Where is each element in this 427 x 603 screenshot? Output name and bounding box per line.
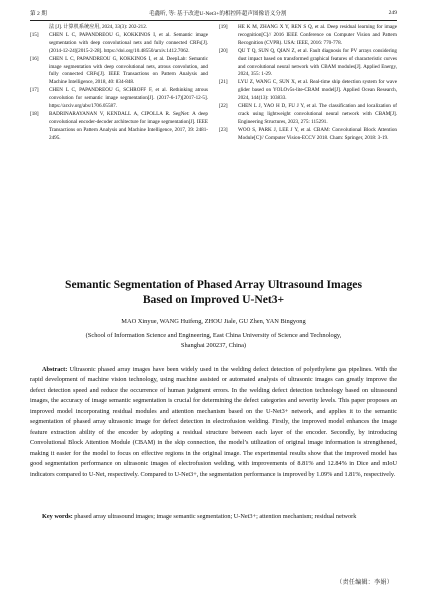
reference-number: [23] bbox=[219, 126, 228, 133]
editor-note: （责任编辑：李娟） bbox=[336, 580, 393, 586]
references-right-column bbox=[219, 24, 397, 143]
reference-item bbox=[30, 56, 208, 88]
abstract bbox=[30, 365, 397, 480]
references-section bbox=[30, 24, 397, 143]
reference-number: [21] bbox=[219, 79, 228, 86]
author-list: MAO Xinyue, WANG Huifeng, ZHOU Jiale, GU Zhen, YAN Bingyong bbox=[121, 318, 306, 325]
reference-item bbox=[219, 79, 397, 103]
reference-text: CHEN L J, YAO H D, FU J Y, et al. The classification and localization of crack using lightweight convolutional neural network with CBAM[J]. Engineering Structures, 2023, 275: 115291. bbox=[238, 103, 397, 125]
reference-number: [18] bbox=[30, 110, 39, 117]
reference-text: CHEN L C, PAPANDREOU G, KOKKINOS I, et al. Semantic image segmentation with deep convolutional nets and fully connected CRFs[J]. (2014-12-24)[2015-2-28]. https://doi.org/10.48550/arxiv.1412.7062. bbox=[49, 31, 208, 54]
reference-text: 法 [J]. 计算机系统应用, 2024, 33(3): 202-212. bbox=[49, 24, 148, 30]
reference-text: WOO S, PARK J, LEE J Y, et al. CBAM: Convolutional Block Attention Module[C]// Computer Vision-ECCV 2018. Cham: Springer, 2018: 3-19. bbox=[238, 126, 397, 141]
reference-item bbox=[219, 48, 397, 80]
reference-item bbox=[219, 127, 397, 143]
running-head bbox=[30, 8, 397, 18]
running-title: 毛鑫昕, 等: 基于改进U-Net3+的相控阵超声图像语义分割 bbox=[148, 11, 287, 17]
reference-number: [17] bbox=[30, 87, 39, 94]
affiliation-line: (School of Information Science and Engineering, East China University of Science and Technology, bbox=[85, 332, 342, 339]
keywords bbox=[30, 512, 397, 522]
affiliation-line: Shanghai 200237, China) bbox=[180, 342, 247, 350]
reference-text: LYU Z, WANG C, SUN X, et al. Real-time ship detection system for wave glider based on YOLOv5s-lite-CBAM model[J]. Applied Ocean Research, 2024, 144(13): 103833. bbox=[238, 79, 397, 102]
issue-label: 第 2 期 bbox=[30, 11, 47, 17]
affiliation bbox=[40, 331, 387, 352]
abstract-text: Ultrasonic phased array images have been widely used in the welding defect detection of polyethylene gas pipelines. With the rapid development of machine vision technology, using machine assisted or automated analysis of ultrasonic images can greatly improve the defect detection speed and reduce the occurrence of human judgment errors. In the welding defect detection technology based on ultrasound images, the accuracy of image semantic segmentation is crucial for determining the defect categories and severity levels. This paper proposes an improved model incorporating residual modules and attention mechanism based on the U-Net3+ network, and applies it to the semantic segmentation of phased array ultrasonic image for defect detection in electrofusion welding. Firstly, the improved model enhances the image feature extraction ability of the encoder by adopting a residual structure between each layer of the encoder. Secondly, by introducing Convolutional Block Attention Module (CBAM) in the skip connection, the model’s utilization of original image information is strengthened, making it easier for the model to focus on effective regions in the original image. The experimental results show that the improved model has good segmentation performance on ultrasonic images of electrofusion welding, with improvements of 8.81% and 12.84% in Dice and mIoU indicators compared to U-Net, respectively. Compared to U-Net3+, the segmentation performance is improved by 1.09% and 1.81%, respectively. bbox=[30, 366, 398, 478]
reference-item bbox=[219, 24, 397, 48]
keywords-label: Key words: bbox=[42, 513, 73, 520]
reference-number bbox=[30, 24, 49, 32]
title-line: Based on Improved U-Net3+ bbox=[142, 293, 285, 306]
reference-text: QU T Q, SUN Q, QIAN Z, et al. Fault diagnosis for PV arrays considering dust impact based on transformed graphical features of characteristic curves and convolutional neural network with CBAM modules[J]. Applied Energy, 2024, 355: 1-29. bbox=[238, 47, 397, 78]
reference-item bbox=[30, 32, 208, 56]
article-title bbox=[20, 277, 407, 307]
title-line: Semantic Segmentation of Phased Array Ultrasound Images bbox=[65, 278, 362, 291]
reference-number: [19] bbox=[219, 24, 228, 30]
references-left-column bbox=[30, 24, 208, 143]
reference-item bbox=[30, 87, 208, 111]
reference-number: [22] bbox=[219, 103, 228, 110]
abstract-label: Abstract: bbox=[42, 366, 68, 373]
reference-number: [20] bbox=[219, 47, 228, 54]
reference-item bbox=[30, 111, 208, 143]
reference-text: CHEN L C, PAPANDREOU G, KOKKINOS I, et al. DeepLab: Semantic image segmentation with deep convolutional nets, atrous convolution, and fully connected CRFs[J]. IEEE Transactions on Pattern Analysis and Machine Intelligence, 2018, 40: 834-848. bbox=[49, 55, 208, 86]
header-rule bbox=[30, 20, 397, 21]
reference-number: [16] bbox=[30, 55, 39, 62]
reference-text: BADRINARAYANAN V, KENDALL A, CIPOLLA R. SegNet: A deep convolutional encoder-decoder architecture for image segmentation[J]. IEEE Transactions on Pattern Analysis and Machine Intelligence, 2017, 39: 2481-2495. bbox=[49, 110, 208, 141]
reference-item bbox=[219, 103, 397, 127]
reference-item bbox=[30, 24, 208, 32]
reference-text: HE K M, ZHANG X Y, REN S Q, et al. Deep residual learning for image recognition[C]// 2016 IEEE Conference on Computer Vision and Pattern Recognition (CVPR). USA: IEEE, 2016: 770-778. bbox=[238, 24, 397, 46]
reference-text: CHEN L C, PAPANDREOU G, SCHROFF F, et al. Rethinking atrous convolution for semantic image segmentation[J]. (2017-6-17)[2017-12-5]. https://arxiv.org/abs/1706.05587. bbox=[49, 87, 208, 110]
reference-number: [15] bbox=[30, 31, 39, 38]
page-number: 249 bbox=[388, 10, 397, 16]
keywords-text: phased array ultrasound images; image semantic segmentation; U-Net3+; attention mechanism; residual network bbox=[74, 513, 357, 520]
